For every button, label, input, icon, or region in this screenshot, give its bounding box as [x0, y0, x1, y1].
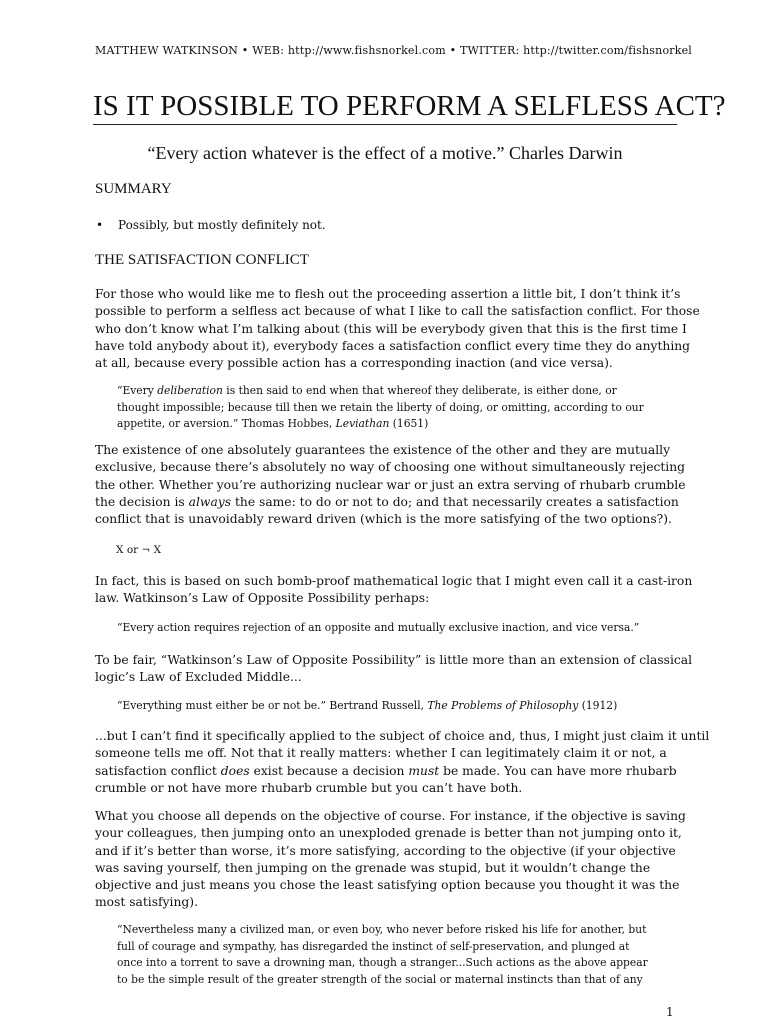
text-line: was saving yourself, then jumping on the grenade was stupid, but it wouldn’t change the	[95, 860, 651, 875]
text-line: at all, because every possible action has a corresponding inaction (and vice versa).	[95, 356, 613, 371]
title-underline	[93, 124, 677, 125]
epigraph-quote: “Every action whatever is the effect of a motive.” Charles Darwin	[147, 143, 623, 163]
quote-watkinson-law	[117, 620, 677, 637]
section-heading: THE SATISFACTION CONFLICT	[95, 252, 309, 268]
paragraph-choice	[95, 728, 710, 797]
text-line: For those who would like me to flesh out the proceeding assertion a little bit, I don’t think it’s	[95, 287, 681, 301]
text-line: appetite, or aversion.” Thomas Hobbes, Leviathan (1651)	[117, 417, 429, 430]
page-title: IS IT POSSIBLE TO PERFORM A SELFLESS ACT?	[93, 90, 726, 122]
text-line: satisfaction conflict does exist because a decision must be made. You can have more rhubarb	[95, 763, 677, 778]
text-line: “Every action requires rejection of an opposite and mutually exclusive inaction, and vice versa.”	[117, 621, 640, 634]
quote-darwin-instincts	[117, 922, 677, 988]
quote-hobbes	[117, 383, 677, 433]
text-line: exclusive, because there’s absolutely no way of choosing one without simultaneously rejecting	[95, 460, 686, 475]
text-line: conflict that is unavoidably reward driven (which is the more satisfying of the two options?).	[95, 512, 672, 527]
text-line: logic’s Law of Excluded Middle...	[95, 670, 302, 685]
text-line: someone tells me off. Not that it really matters: whether I can legitimately claim it or not, a	[95, 746, 667, 761]
text-line: What you choose all depends on the objective of course. For instance, if the objective is saving	[95, 809, 686, 823]
text-line: “Every deliberation is then said to end when that whereof they deliberate, is either done, or	[117, 384, 617, 397]
page-number: 1	[666, 1005, 674, 1019]
text-line: to be the simple result of the greater strength of the social or maternal instincts than that of any	[117, 972, 643, 986]
paragraph-cast-iron-law	[95, 573, 693, 608]
text-line: To be fair, “Watkinson’s Law of Opposite Possibility” is little more than an extension of classical	[95, 653, 693, 667]
text-line: full of courage and sympathy, has disregarded the instinct of self-preservation, and plunged at	[117, 939, 630, 953]
text-line: your colleagues, then jumping onto an unexploded grenade is better than not jumping onto it,	[95, 826, 682, 841]
paragraph-objective	[95, 808, 686, 912]
text-line: In fact, this is based on such bomb-proof mathematical logic that I might even call it a cast-iron	[95, 574, 693, 588]
bullet-icon: •	[96, 218, 104, 232]
logic-expression: X or ¬ X	[116, 544, 162, 556]
text-line: “Everything must either be or not be.” Bertrand Russell, The Problems of Philosophy (1912)	[117, 699, 618, 712]
text-line: “Nevertheless many a civilized man, or even boy, who never before risked his life for another, but	[117, 923, 647, 936]
text-line: the decision is always the same: to do or not to do; and that necessarily creates a satisfaction	[95, 494, 679, 509]
paragraph-mutual-exclusion	[95, 442, 686, 528]
text-line: crumble or not have more rhubarb crumble but you can’t have both.	[95, 780, 523, 795]
text-line: who don’t know what I’m talking about (this will be everybody given that this is the first time I	[95, 321, 687, 336]
text-line: thought impossible; because till then we retain the liberty of doing, or omitting, according to our	[117, 400, 644, 414]
text-line: have told anybody about it), everybody faces a satisfaction conflict every time they do anything	[95, 338, 691, 353]
summary-bullet-item	[96, 218, 326, 232]
summary-bullet-text: Possibly, but mostly definitely not.	[118, 218, 326, 232]
text-line: possible to perform a selfless act because of what I like to call the satisfaction conflict. For those	[95, 304, 700, 319]
summary-heading: SUMMARY	[95, 181, 172, 197]
text-line: most satisfying).	[95, 895, 198, 910]
text-line: The existence of one absolutely guarantees the existence of the other and they are mutually	[95, 443, 671, 457]
author-byline: MATTHEW WATKINSON • WEB: http://www.fishsnorkel.com • TWITTER: http://twitter.com/fishsnorkel	[95, 44, 693, 57]
paragraph-intro	[95, 286, 700, 372]
text-line: law. Watkinson’s Law of Opposite Possibility perhaps:	[95, 591, 430, 606]
text-line: the other. Whether you’re authorizing nuclear war or just an extra serving of rhubarb crumble	[95, 477, 686, 492]
text-line: objective and just means you chose the least satisfying option because you thought it was the	[95, 878, 680, 893]
text-line: once into a torrent to save a drowning man, though a stranger...Such actions as the above appear	[117, 956, 648, 969]
quote-russell	[117, 698, 677, 715]
text-line: ...but I can’t find it specifically applied to the subject of choice and, thus, I might just claim it until	[95, 729, 710, 743]
text-line: and if it’s better than worse, it’s more satisfying, according to the objective (if your objective	[95, 843, 676, 858]
paragraph-excluded-middle	[95, 652, 693, 687]
